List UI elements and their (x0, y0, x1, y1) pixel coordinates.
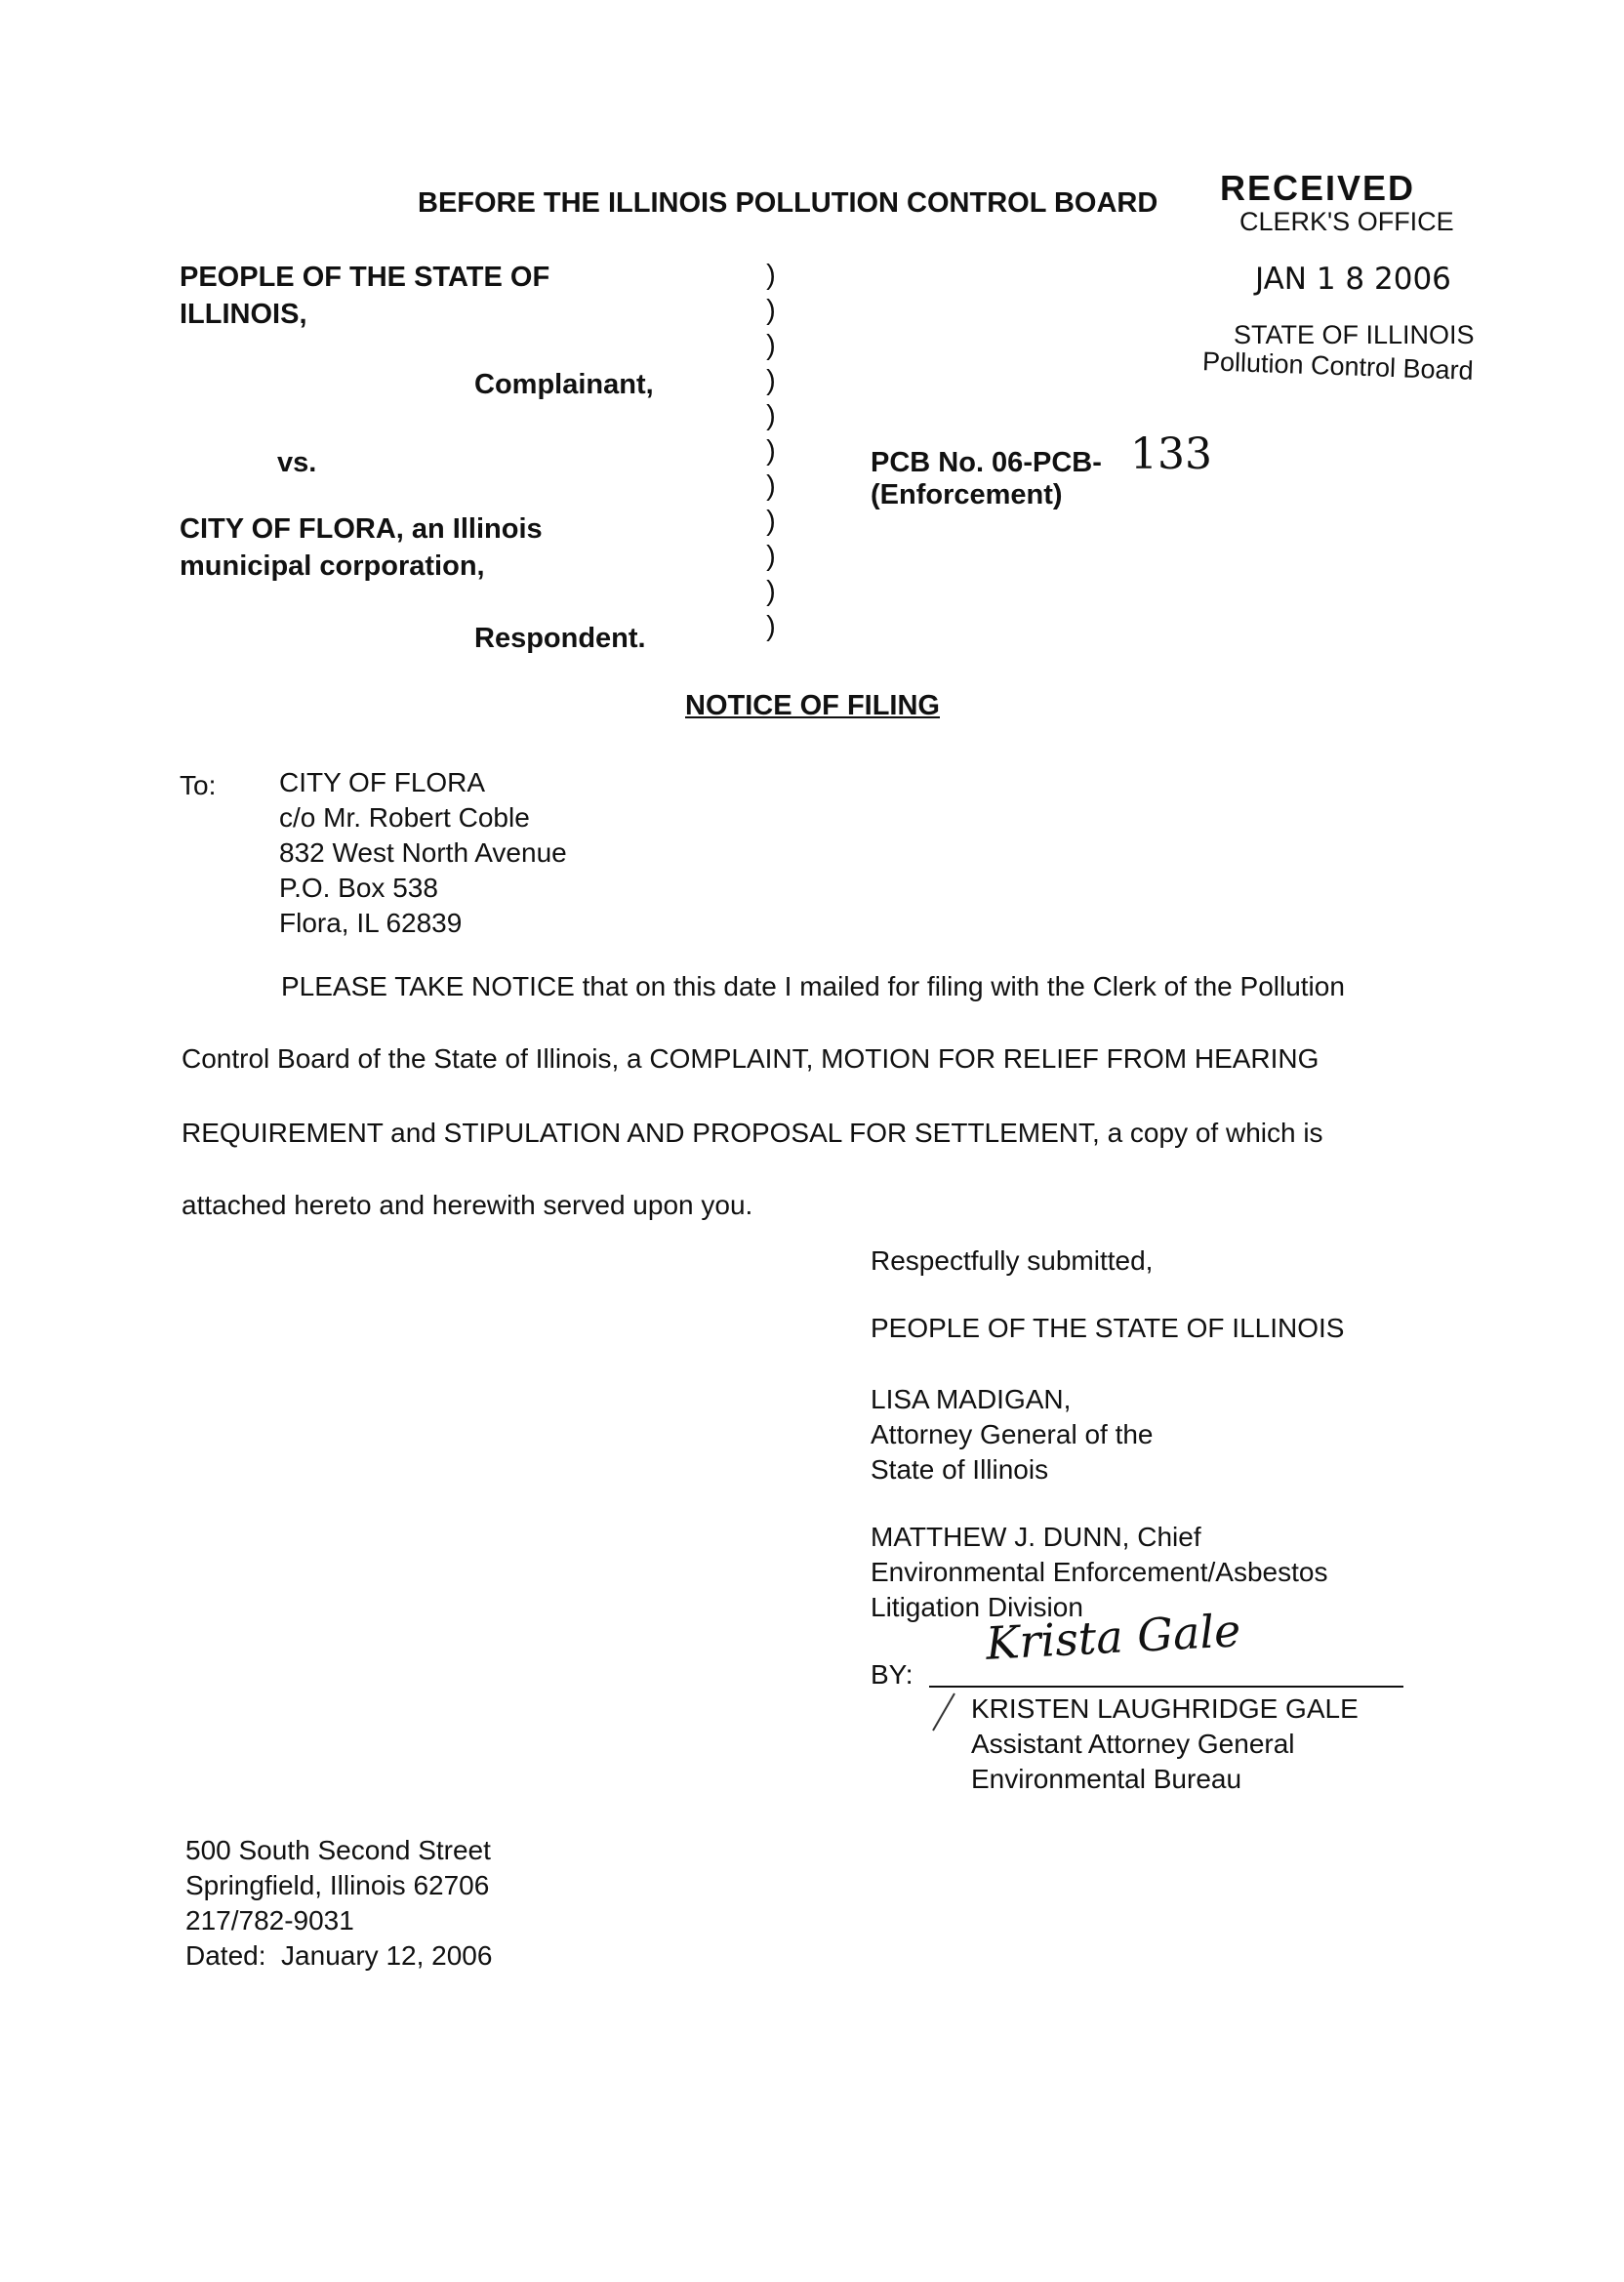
signer-line: Environmental Bureau (971, 1764, 1242, 1794)
caption-paren: ) (766, 365, 776, 396)
addressee-block (279, 765, 567, 941)
date-line: Dated: January 12, 2006 (185, 1940, 493, 1971)
chief-line: Litigation Division (871, 1592, 1083, 1622)
addressee-line: CITY OF FLORA (279, 767, 486, 797)
by-label: BY: (871, 1659, 914, 1690)
caption-paren: ) (766, 330, 776, 361)
chief-block (871, 1520, 1327, 1625)
caption-paren: ) (766, 435, 776, 467)
addressee-line: Flora, IL 62839 (279, 908, 463, 938)
notice-body-line: Control Board of the State of Illinois, a COMPLAINT, MOTION FOR RELIEF FROM HEARING (182, 1043, 1320, 1074)
respondent-label: Respondent. (474, 623, 646, 654)
stamp-date: JAN 1 8 2006 (1255, 262, 1451, 297)
to-label: To: (180, 770, 217, 800)
caption-paren: ) (766, 576, 776, 607)
caption-paren: ) (766, 295, 776, 326)
signer-block (971, 1691, 1359, 1797)
addressee-line: 832 West North Avenue (279, 837, 567, 868)
stamp-received: RECEIVED (1220, 168, 1416, 208)
stamp-board: Pollution Control Board (1201, 346, 1475, 386)
caption-divider (761, 258, 781, 644)
ag-line: LISA MADIGAN, (871, 1384, 1072, 1414)
received-stamp (1202, 164, 1485, 388)
case-type: (Enforcement) (871, 479, 1063, 510)
notice-body-line: attached hereto and herewith served upon you. (182, 1190, 753, 1220)
caption-paren: ) (766, 400, 776, 431)
ag-line: State of Illinois (871, 1454, 1049, 1485)
party-name: PEOPLE OF THE STATE OF ILLINOIS (871, 1313, 1345, 1343)
case-number: PCB No. 06-PCB- (871, 447, 1102, 478)
signer-line: KRISTEN LAUGHRIDGE GALE (971, 1693, 1359, 1724)
attorney-general-block (871, 1382, 1154, 1487)
handwritten-signature: Krista Gale (984, 1604, 1242, 1670)
caption-paren: ) (766, 506, 776, 537)
ag-line: Attorney General of the (871, 1419, 1154, 1449)
chief-line: Environmental Enforcement/Asbestos (871, 1557, 1328, 1587)
address-line: 217/782-9031 (185, 1905, 354, 1936)
office-address-block (185, 1833, 492, 1974)
caption-paren: ) (766, 611, 776, 642)
chief-line: MATTHEW J. DUNN, Chief (871, 1522, 1201, 1552)
plaintiff-name-line1: PEOPLE OF THE STATE OF (180, 262, 550, 293)
stamp-office: CLERK'S OFFICE (1239, 207, 1454, 236)
signer-line: Assistant Attorney General (971, 1729, 1295, 1759)
stamp-state: STATE OF ILLINOIS (1234, 320, 1475, 349)
defendant-name-line1: CITY OF FLORA, an Illinois (180, 513, 543, 545)
defendant-name-line2: municipal corporation, (180, 550, 485, 582)
document-heading: BEFORE THE ILLINOIS POLLUTION CONTROL BOARD (418, 187, 1158, 219)
complainant-label: Complainant, (474, 369, 654, 400)
notice-body-line: PLEASE TAKE NOTICE that on this date I mailed for filing with the Clerk of the Pollution (281, 971, 1345, 1001)
case-number-handwritten: 133 (1130, 429, 1212, 479)
address-line: Springfield, Illinois 62706 (185, 1870, 490, 1900)
signature-slash (932, 1692, 955, 1731)
caption-paren: ) (766, 541, 776, 572)
plaintiff-name-line2: ILLINOIS, (180, 299, 307, 330)
address-line: 500 South Second Street (185, 1835, 491, 1865)
notice-body-line: REQUIREMENT and STIPULATION AND PROPOSAL FOR SETTLEMENT, a copy of which is (182, 1118, 1323, 1148)
addressee-line: c/o Mr. Robert Coble (279, 802, 530, 833)
versus-label: vs. (277, 447, 317, 478)
caption-paren: ) (766, 470, 776, 502)
caption-paren: ) (766, 260, 776, 291)
addressee-line: P.O. Box 538 (279, 873, 438, 903)
closing: Respectfully submitted, (871, 1245, 1154, 1276)
notice-title: NOTICE OF FILING (685, 690, 940, 721)
signature-line (929, 1686, 1403, 1688)
